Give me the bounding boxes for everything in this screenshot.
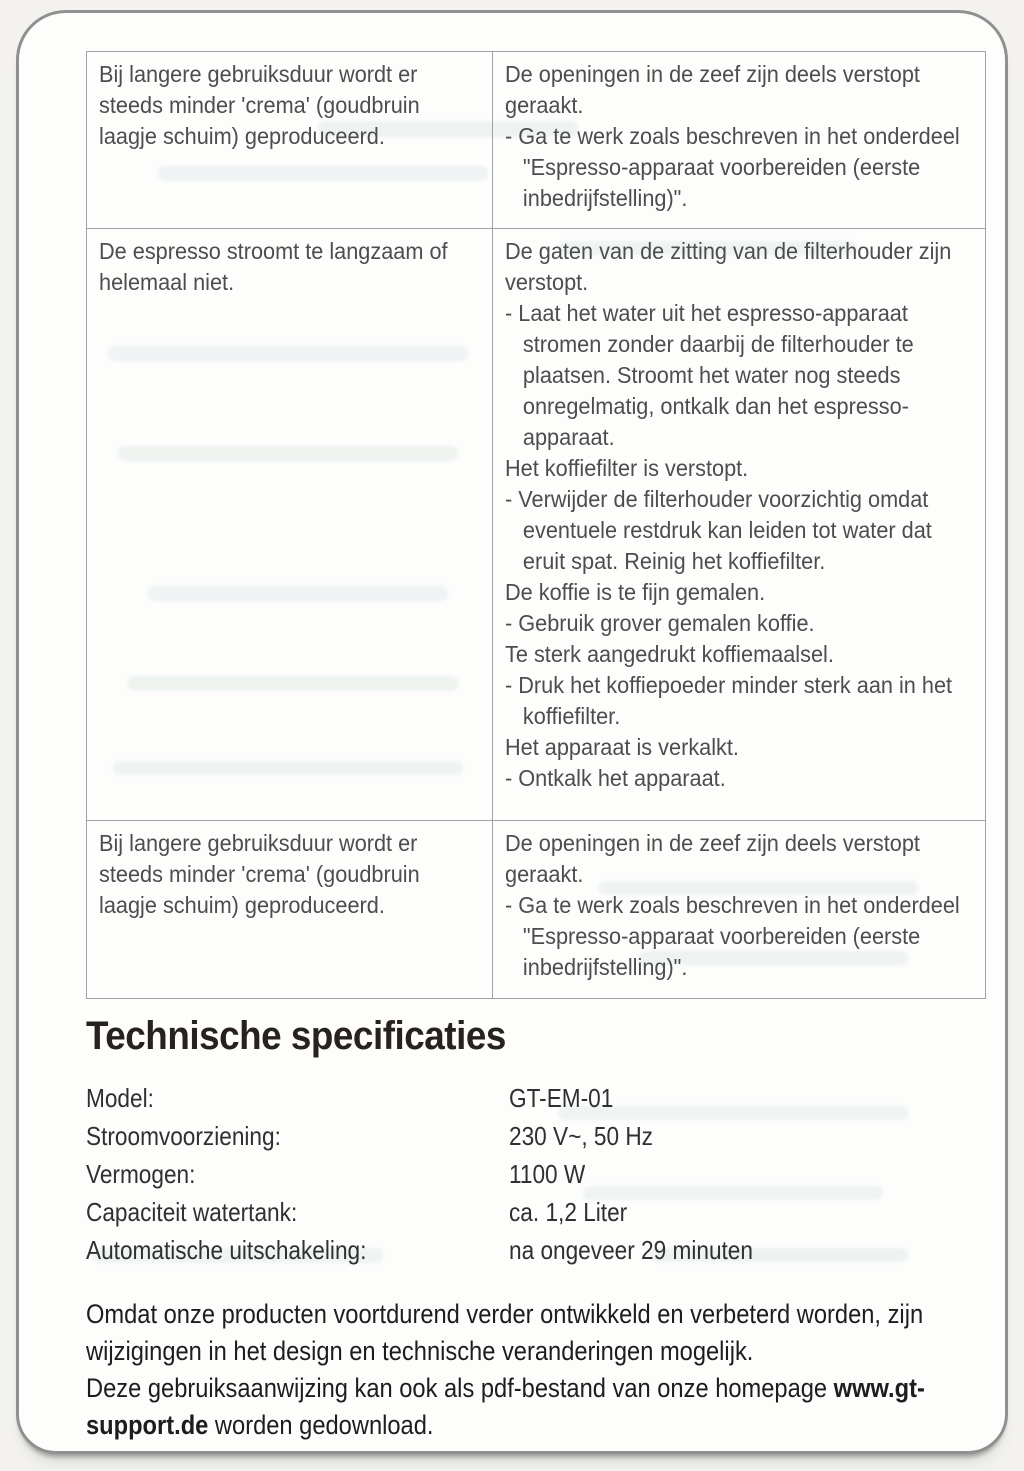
- specs-heading: [86, 1012, 542, 1060]
- remedy-line: - Ontkalk het apparaat.: [505, 765, 726, 791]
- spec-value-text: GT-EM-01: [509, 1083, 614, 1113]
- remedy-line: - Druk het koffiepoeder minder sterk aan in het koffiefilter.: [505, 672, 953, 729]
- spec-label-text: Stroomvoorziening:: [86, 1121, 281, 1151]
- spec-value: [509, 1155, 789, 1193]
- page-content: [38, 26, 1022, 1464]
- spec-value: [509, 1231, 789, 1269]
- problem-text-wrap: [99, 236, 481, 298]
- table-row: [87, 821, 986, 999]
- cause-line: Te sterk aangedrukt koffiemaalsel.: [505, 641, 834, 667]
- footer-note-download: [86, 1370, 966, 1444]
- problem-text-wrap: [99, 828, 481, 921]
- spec-label: [86, 1079, 509, 1117]
- cause-line: De openingen in de zeef zijn deels verstopt geraakt.: [505, 830, 920, 887]
- spec-label-text: Automatische uitschakeling:: [86, 1235, 367, 1265]
- spec-label-text: Capaciteit watertank:: [86, 1197, 298, 1227]
- spec-label: [86, 1117, 509, 1155]
- specs-list: [86, 1079, 789, 1269]
- spec-label: [86, 1193, 509, 1231]
- solution-text-wrap: [505, 236, 974, 794]
- spec-value-text: 230 V~, 50 Hz: [509, 1121, 653, 1151]
- spec-label: [86, 1155, 509, 1193]
- problem-text: Bij langere gebruiksduur wordt er steeds minder 'crema' (goudbruin laagje schuim) geproduceerd.: [99, 830, 420, 918]
- spec-value: [509, 1117, 789, 1155]
- table-row: [87, 52, 986, 229]
- problem-cell: [87, 52, 493, 229]
- spec-label-text: Vermogen:: [86, 1159, 196, 1189]
- cause-line: De openingen in de zeef zijn deels verstopt geraakt.: [505, 61, 920, 118]
- spec-value-text: ca. 1,2 Liter: [509, 1197, 628, 1227]
- remedy-line: - Verwijder de filterhouder voorzichtig omdat eventuele restdruk kan leiden tot water dat eruit spat. Reinig het koffiefilter.: [505, 486, 932, 574]
- troubleshooting-table-body: [87, 52, 986, 999]
- solution-text-wrap: [505, 59, 974, 214]
- cause-line: De gaten van de zitting van de filterhouder zijn verstopt.: [505, 238, 952, 295]
- troubleshooting-table: [86, 51, 986, 999]
- spec-value: [509, 1193, 789, 1231]
- problem-cell: [87, 821, 493, 999]
- spec-label: [86, 1231, 509, 1269]
- download-note-suffix: worden gedownload.: [208, 1410, 434, 1440]
- spec-label-text: Model:: [86, 1083, 154, 1113]
- remedy-line: - Ga te werk zoals beschreven in het onderdeel "Espresso-apparaat voorbereiden (eerste inbedrijfstelling)".: [505, 892, 960, 980]
- solution-text-wrap: [505, 828, 974, 983]
- footer: [86, 1296, 966, 1444]
- solution-cell: [493, 229, 986, 821]
- problem-text: De espresso stroomt te langzaam of helemaal niet.: [99, 238, 448, 295]
- spec-value: [509, 1079, 789, 1117]
- specs-heading-text: Technische specificaties: [86, 1014, 506, 1058]
- solution-cell: [493, 821, 986, 999]
- remedy-line: - Laat het water uit het espresso-apparaat stromen zonder daarbij de filterhouder te plaatsen. Stroomt het water nog steeds onregelmatig, ontkalk dan het espresso-apparaat.: [505, 300, 914, 450]
- spec-value-text: 1100 W: [509, 1159, 586, 1189]
- download-note-prefix: Deze gebruiksaanwijzing kan ook als pdf-bestand van onze homepage: [86, 1373, 834, 1403]
- footer-note-development: Omdat onze producten voortdurend verder ontwikkeld en verbeterd worden, zijn wijzigingen in het design en technische veranderingen mogelijk.: [86, 1299, 924, 1366]
- cause-line: De koffie is te fijn gemalen.: [505, 579, 766, 605]
- problem-text-wrap: [99, 59, 481, 152]
- spec-value-text: na ongeveer 29 minuten: [509, 1235, 753, 1265]
- homepage-url: www.gt-support.de: [86, 1373, 925, 1440]
- cause-line: Het koffiefilter is verstopt.: [505, 455, 749, 481]
- cause-line: Het apparaat is verkalkt.: [505, 734, 739, 760]
- scanned-manual-page: [16, 10, 1008, 1454]
- problem-text: Bij langere gebruiksduur wordt er steeds minder 'crema' (goudbruin laagje schuim) geproduceerd.: [99, 61, 420, 149]
- problem-cell: [87, 229, 493, 821]
- remedy-line: - Gebruik grover gemalen koffie.: [505, 610, 815, 636]
- remedy-line: - Ga te werk zoals beschreven in het onderdeel "Espresso-apparaat voorbereiden (eerste inbedrijfstelling)".: [505, 123, 960, 211]
- table-row: [87, 229, 986, 821]
- solution-cell: [493, 52, 986, 229]
